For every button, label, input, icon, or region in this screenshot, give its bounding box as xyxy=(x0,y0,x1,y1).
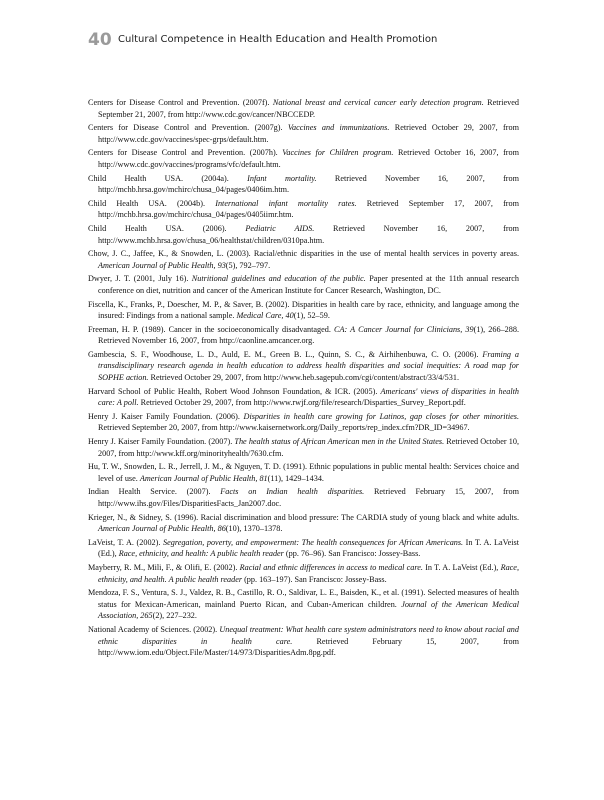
reference-italic-text: American Journal of Public Health, 86 xyxy=(98,524,226,534)
reference-italic-text: Unequal treatment: What health care system administrators need to know about racial and ethnic disparities in health care. xyxy=(98,624,519,646)
reference-entry xyxy=(88,324,519,347)
reference-italic-text: American Journal of Public Health, 81 xyxy=(139,473,268,483)
reference-text: Henry J. Kaiser Family Foundation. (2007). xyxy=(88,437,235,447)
reference-text: Hu, T. W., Snowden, L. R., Jerrell, J. M., & Nguyen, T. D. (1991). Ethnic populations in public mental health: Services choice and level of use. xyxy=(88,462,519,483)
reference-text: (11), 1429–1434. xyxy=(267,473,324,483)
reference-entry xyxy=(88,299,519,322)
reference-italic-text: Race, ethnicity, and health. A public health reader xyxy=(98,562,519,584)
reference-text: Harvard School of Public Health, Robert Wood Johnson Foundation, & ICR. (2005). xyxy=(88,386,381,396)
reference-entry xyxy=(88,436,519,459)
reference-text: Indian Health Service. (2007). xyxy=(88,487,221,497)
reference-text: (2), 227–232. xyxy=(152,611,197,621)
reference-text: (5), 792–797. xyxy=(225,260,271,270)
reference-italic-text: CA: A Cancer Journal for Clinicians, 39 xyxy=(334,324,474,334)
reference-entry xyxy=(88,122,519,145)
reference-entry xyxy=(88,486,519,509)
reference-italic-text: American Journal of Public Health, 93 xyxy=(98,260,226,270)
reference-italic-text: National breast and cervical cancer early detection program. xyxy=(272,98,484,107)
reference-text: Retrieved September 17, 2007, from http://mchb.hrsa.gov/mchirc/chusa_04/pages/0405iimr.htm. xyxy=(98,198,519,220)
reference-text: Retrieved October 29, 2007, from http://www.cdc.gov/vaccines/spec-grps/default.htm. xyxy=(98,123,519,144)
reference-text: In T. A. LaVeist (Ed.), xyxy=(98,537,519,559)
reference-italic-text: Racial and ethnic differences in access to medical care. xyxy=(239,562,423,572)
reference-text: Centers for Disease Control and Prevention. (2007f). xyxy=(88,98,273,107)
reference-italic-text: Americans' views of disparities in health care: A poll. xyxy=(98,386,520,408)
reference-text: (1), 52–59. xyxy=(293,311,330,321)
reference-text: Dwyer, J. T. (2001, July 16). xyxy=(88,274,192,284)
reference-entry xyxy=(88,173,519,196)
reference-text: Freeman, H. P. (1989). Cancer in the socioeconomically disadvantaged. xyxy=(88,324,335,334)
reference-text: (1), 266–288. Retrieved November 16, 2007, from http://caonline.amcancer.org. xyxy=(98,324,519,346)
reference-text: Retrieved September 20, 2007, from http://www.kaisernetwork.org/Daily_reports/rep_index.cfm?DR_ID=34967. xyxy=(98,423,470,433)
reference-text: (pp. 163–197). San Francisco: Jossey-Bass. xyxy=(242,574,387,584)
reference-italic-text: Segregation, poverty, and empowerment: The health consequences for African Americans. xyxy=(163,537,464,547)
reference-entry xyxy=(88,223,519,246)
reference-entry xyxy=(88,386,519,409)
page-header xyxy=(88,30,528,54)
reference-text: Child Health USA. (2004a). xyxy=(88,173,248,183)
reference-italic-text: Vaccines for Children program. xyxy=(282,148,394,158)
reference-text: Retrieved October 10, 2007, from http://www.kff.org/minorityhealth/7630.cfm. xyxy=(98,437,520,458)
reference-text: Gambescia, S. F., Woodhouse, L. D., Auld, E. M., Green B. L., Quinn, S. C., & Airhihenbuwa, C. O. (2006). xyxy=(88,349,483,359)
reference-text: LaVeist, T. A. (2002). xyxy=(88,537,163,547)
reference-italic-text: International infant mortality rates. xyxy=(215,198,357,208)
reference-entry xyxy=(88,97,519,120)
reference-text: In T. A. LaVeist (Ed.), xyxy=(422,562,501,572)
reference-text: Chow, J. C., Jaffee, K., & Snowden, L. (2003). Racial/ethnic disparities in the use of mental health services in poverty areas. xyxy=(88,249,519,259)
reference-text: Paper presented at the 11th annual research conference on diet, nutrition and cancer of the American Institute for Cancer Research, Washington, DC. xyxy=(98,274,520,295)
reference-italic-text: Infant mortality. xyxy=(247,173,317,183)
reference-entry xyxy=(88,273,519,296)
reference-text: Child Health USA. (2004b). xyxy=(88,198,216,208)
reference-entry xyxy=(88,537,519,560)
reference-italic-text: Pediatric AIDS. xyxy=(245,223,315,233)
reference-entry xyxy=(88,147,519,170)
reference-entry xyxy=(88,349,519,384)
reference-entry xyxy=(88,562,519,585)
running-title: Cultural Competence in Health Education and Health Promotion xyxy=(118,34,438,45)
reference-text: Mayberry, R. M., Mili, F., & Olifi, E. (2002). xyxy=(88,562,240,572)
reference-list xyxy=(88,97,519,661)
reference-text: Child Health USA. (2006). xyxy=(88,223,246,233)
reference-text: Retrieved November 16, 2007, from http://mchb.hrsa.gov/mchirc/chusa_04/pages/0406im.htm. xyxy=(98,173,519,195)
reference-text: Retrieved February 15, 2007, from http://www.ihs.gov/Files/DisparitiesFacts_Jan2007.doc. xyxy=(98,487,519,508)
reference-text: Retrieved October 29, 2007, from http://www.heb.sagepub.com/cgi/content/abstract/33/4/531. xyxy=(148,373,460,383)
reference-entry xyxy=(88,512,519,535)
reference-text: Mendoza, F. S., Ventura, S. J., Valdez, R. B., Castillo, R. O., Saldivar, L. E., Baisden, K., et al. (1991). Selected measures of health status for Mexican-American, mainland Puerto Rican, and Cuban-American children. xyxy=(88,588,519,609)
reference-text: Retrieved October 16, 2007, from http://www.cdc.gov/vaccines/programs/vfc/default.htm. xyxy=(98,148,519,169)
reference-text: Retrieved October 29, 2007, from http://www.rwjf.org/file/research/Disparties_Survey_Report.pdf. xyxy=(138,398,466,408)
reference-text: (10), 1370–1378. xyxy=(225,524,283,534)
page-number: 40 xyxy=(88,30,112,50)
reference-italic-text: Race, ethnicity, and health: A public health reader xyxy=(118,549,284,559)
reference-text: Retrieved September 21, 2007, from http://www.cdc.gov/cancer/NBCCEDP. xyxy=(98,98,520,119)
reference-text: Centers for Disease Control and Prevention. (2007h). xyxy=(88,148,283,158)
reference-italic-text: Framing a transdisciplinary research agenda in health education to address health disparities and social inequities: A road map for SOPHE action. xyxy=(98,349,519,383)
reference-entry xyxy=(88,587,519,622)
reference-text: Retrieved February 15, 2007, from http://www.iom.edu/Object.File/Master/14/973/DisparitiesAdm.8pg.pdf. xyxy=(98,636,519,658)
reference-italic-text: Nutritional guidelines and education of the public. xyxy=(191,274,366,284)
reference-entry xyxy=(88,248,519,271)
reference-text: (pp. 76–96). San Francisco: Jossey-Bass. xyxy=(283,549,421,559)
reference-text: Retrieved November 16, 2007, from http://www.mchb.hrsa.gov/chusa_06/healthstat/children/0310pa.htm. xyxy=(98,223,520,245)
reference-entry xyxy=(88,198,519,221)
reference-entry xyxy=(88,411,519,434)
reference-italic-text: Facts on Indian health disparities. xyxy=(220,487,365,497)
reference-italic-text: The health status of African American men in the United States. xyxy=(234,437,445,447)
reference-italic-text: Journal of the American Medical Association, 265 xyxy=(98,599,519,621)
reference-text: National Academy of Sciences. (2002). xyxy=(88,624,220,634)
reference-italic-text: Vaccines and immunizations. xyxy=(287,123,390,133)
reference-text: Centers for Disease Control and Prevention. (2007g). xyxy=(88,123,288,133)
reference-entry xyxy=(88,461,519,484)
reference-text: Krieger, N., & Sidney, S. (1996). Racial discrimination and blood pressure: The CARDIA study of young black and white adults. xyxy=(88,512,519,522)
reference-text: Henry J. Kaiser Family Foundation. (2006). xyxy=(88,411,244,421)
reference-italic-text: Medical Care, 40 xyxy=(236,311,294,321)
reference-text: Fiscella, K., Franks, P., Doescher, M. P., & Saver, B. (2002). Disparities in health care by race, ethnicity, and language among the insured: Findings from a national sample. xyxy=(88,299,519,321)
reference-italic-text: Disparities in health care growing for Latinos, gap closes for other minorities. xyxy=(243,411,520,421)
reference-entry xyxy=(88,624,519,659)
